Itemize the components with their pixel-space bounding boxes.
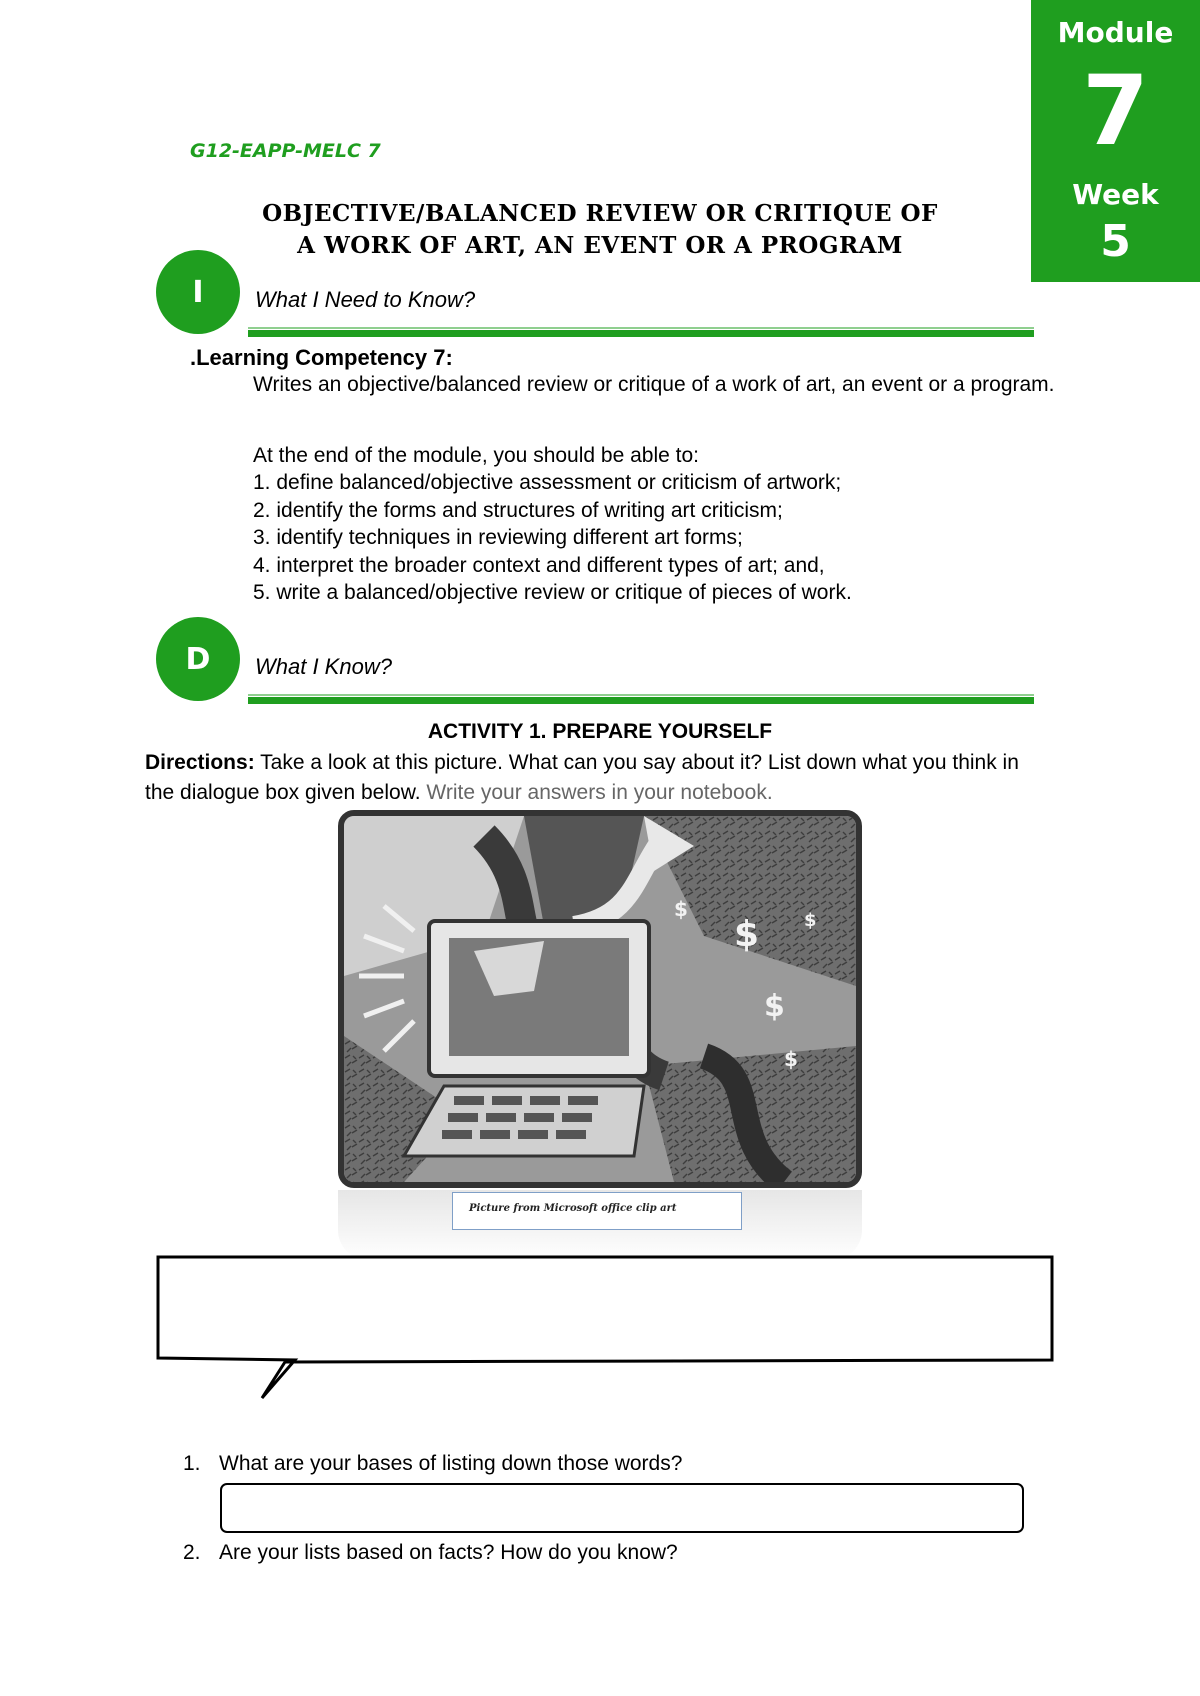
directions-note: Write your answers in your notebook. <box>420 781 773 804</box>
question-1-number: 1. <box>183 1452 201 1475</box>
module-badge <box>1031 0 1200 282</box>
svg-text:$: $ <box>804 910 817 931</box>
section-i-circle <box>156 250 240 334</box>
section-i-heading: What I Need to Know? <box>255 287 476 312</box>
directions <box>145 748 1045 808</box>
svg-text:$: $ <box>784 1047 798 1071</box>
question-1 <box>183 1452 682 1476</box>
week-label: Week <box>1072 178 1159 211</box>
list-item: 1. define balanced/objective assessment or criticism of artwork; <box>253 471 842 494</box>
dialogue-box[interactable] <box>150 1250 1060 1410</box>
activity-title: ACTIVITY 1. PREPARE YOURSELF <box>427 720 773 743</box>
week-number: 5 <box>1100 216 1131 267</box>
clip-art-illustration <box>344 816 856 1182</box>
page-title <box>150 198 1050 262</box>
clip-art-picture <box>338 810 862 1188</box>
section-d-letter: D <box>185 641 211 677</box>
section-i-letter: I <box>192 274 204 310</box>
melc-code: G12-EAPP-MELC 7 <box>190 140 381 162</box>
list-item: 5. write a balanced/objective review or critique of pieces of work. <box>253 581 852 604</box>
competency-text: Writes an objective/balanced review or critique of a work of art, an event or a program. <box>253 373 1055 396</box>
picture-caption: Picture from Microsoft office clip art <box>452 1192 742 1230</box>
question-2 <box>183 1541 678 1565</box>
question-2-text: Are your lists based on facts? How do you know? <box>219 1541 678 1564</box>
section-d-circle <box>156 617 240 701</box>
section-d-divider <box>248 697 1034 704</box>
title-line-2: A WORK OF ART, AN EVENT OR A PROGRAM <box>297 232 903 259</box>
question-2-number: 2. <box>183 1541 201 1564</box>
list-item: 2. identify the forms and structures of writing art criticism; <box>253 498 783 522</box>
svg-text:$: $ <box>674 897 688 921</box>
module-number: 7 <box>1082 55 1149 167</box>
title-line-1: OBJECTIVE/BALANCED REVIEW OR CRITIQUE OF <box>262 200 938 227</box>
svg-text:$: $ <box>734 914 760 955</box>
list-item: 4. interpret the broader context and different types of art; and, <box>253 553 825 577</box>
module-label: Module <box>1057 16 1174 49</box>
objectives-list <box>253 469 852 607</box>
answer-box-1[interactable] <box>220 1483 1024 1533</box>
objectives-intro: At the end of the module, you should be able to: <box>253 444 699 467</box>
question-1-text: What are your bases of listing down those words? <box>219 1452 683 1475</box>
list-item: 3. identify techniques in reviewing different art forms; <box>253 526 743 549</box>
directions-label: Directions: <box>145 751 255 774</box>
section-d-heading: What I Know? <box>255 654 392 679</box>
svg-text:$: $ <box>764 989 785 1024</box>
directions-text: Take a look at this picture. What can you say about it? List down what you think in the dialogue box given below. <box>145 751 1019 804</box>
competency-label: .Learning Competency 7: <box>190 345 453 370</box>
section-i-divider <box>248 330 1034 337</box>
